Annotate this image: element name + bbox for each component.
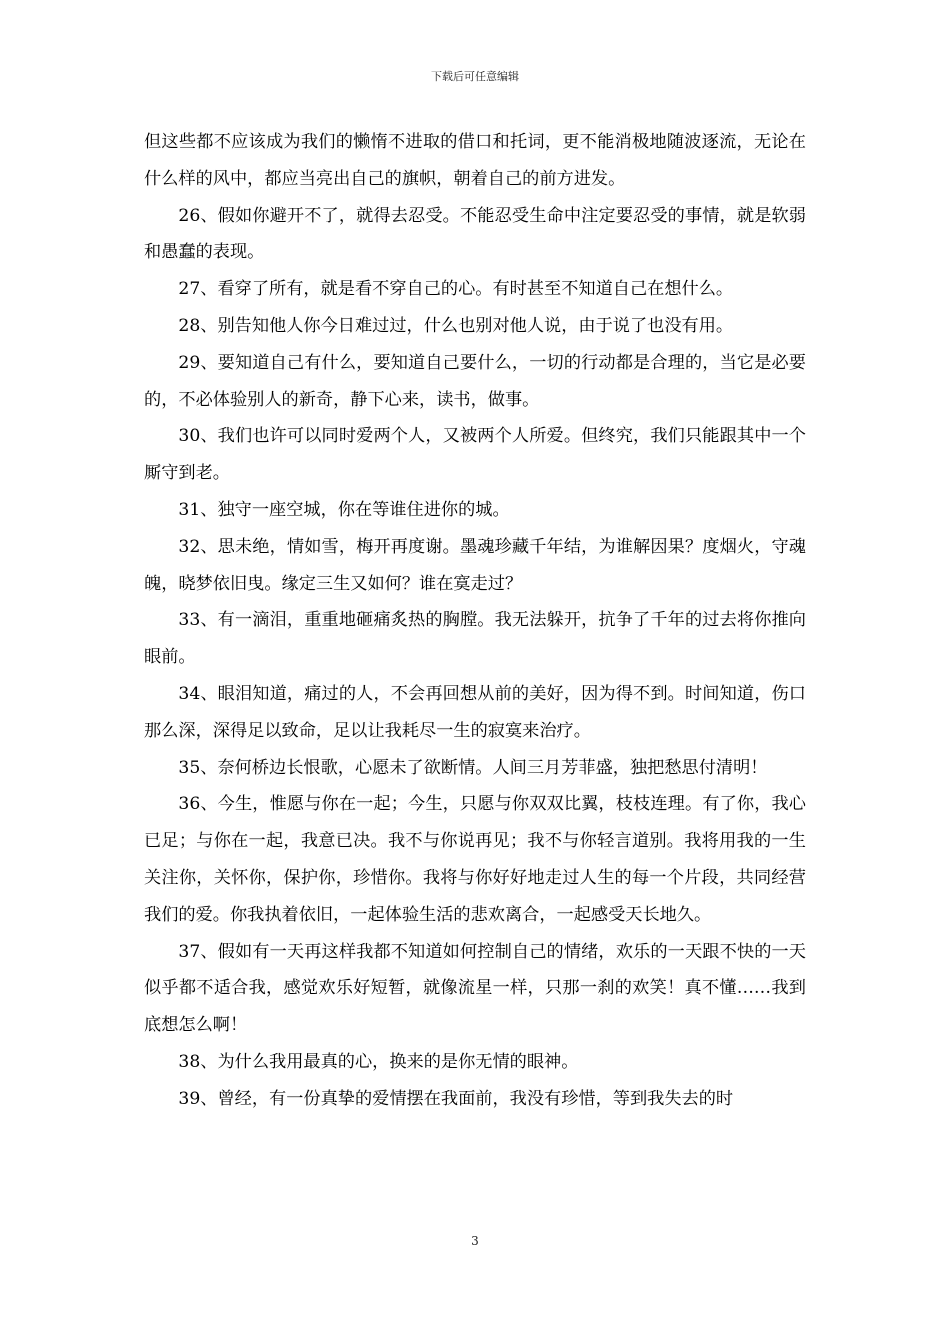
paragraph: 28、别告知他人你今日难过过，什么也别对他人说，由于说了也没有用。 xyxy=(178,315,734,336)
paragraph: 但这些都不应该成为我们的懒惰不进取的借口和托词，更不能消极地随波逐流，无论在什么样的风中，都应当亮出自己的旗帜，朝着自己的前方进发。 xyxy=(144,132,806,189)
paragraph: 35、奈何桥边长恨歌，心愿未了欲断情。人间三月芳菲盛，独把愁思付清明！ xyxy=(178,757,768,778)
page-number: 3 xyxy=(471,1234,479,1248)
paragraph: 31、独守一座空城，你在等谁住进你的城。 xyxy=(178,499,510,520)
page-header: 下载后可任意编辑 xyxy=(431,70,519,83)
paragraph: 39、曾经，有一份真挚的爱情摆在我面前，我没有珍惜，等到我失去的时 xyxy=(178,1088,734,1109)
paragraph: 29、要知道自己有什么，要知道自己要什么，一切的行动都是合理的，当它是必要的，不必体验别人的新奇，静下心来，读书，做事。 xyxy=(144,352,806,410)
paragraph: 26、假如你避开不了，就得去忍受。不能忍受生命中注定要忍受的事情，就是软弱和愚蠢的表现。 xyxy=(144,205,806,263)
paragraph: 36、今生，惟愿与你在一起；今生，只愿与你双双比翼，枝枝连理。有了你，我心已足；与你在一起，我意已决。我不与你说再见；我不与你轻言道别。我将用我的一生关注你，关怀你，保护你，珍惜你。我将与你好好地走过人生的每一个片段，共同经营我们的爱。你我执着依旧，一起体验生活的悲欢离合，一起感受天长地久。 xyxy=(144,794,806,925)
paragraph: 27、看穿了所有，就是看不穿自己的心。有时甚至不知道自己在想什么。 xyxy=(178,279,734,300)
document-body xyxy=(144,124,806,1118)
paragraph: 37、假如有一天再这样我都不知道如何控制自己的情绪，欢乐的一天跟不快的一天似乎都不适合我，感觉欢乐好短暂，就像流星一样，只那一刹的欢笑！真不懂……我到底想怎么啊！ xyxy=(144,941,806,1036)
paragraph: 32、思未绝，情如雪，梅开再度谢。墨魂珍藏千年结，为谁解因果？度烟火，守魂魄，晓梦依旧曳。缘定三生又如何？谁在寞走过？ xyxy=(144,536,806,594)
paragraph: 38、为什么我用最真的心，换来的是你无情的眼神。 xyxy=(178,1051,579,1072)
paragraph: 30、我们也许可以同时爱两个人，又被两个人所爱。但终究，我们只能跟其中一个厮守到老。 xyxy=(144,426,806,484)
paragraph: 33、有一滴泪，重重地砸痛炙热的胸膛。我无法躲开，抗争了千年的过去将你推向眼前。 xyxy=(144,610,806,668)
paragraph: 34、眼泪知道，痛过的人，不会再回想从前的美好，因为得不到。时间知道，伤口那么深，深得足以致命，足以让我耗尽一生的寂寞来治疗。 xyxy=(144,683,806,741)
